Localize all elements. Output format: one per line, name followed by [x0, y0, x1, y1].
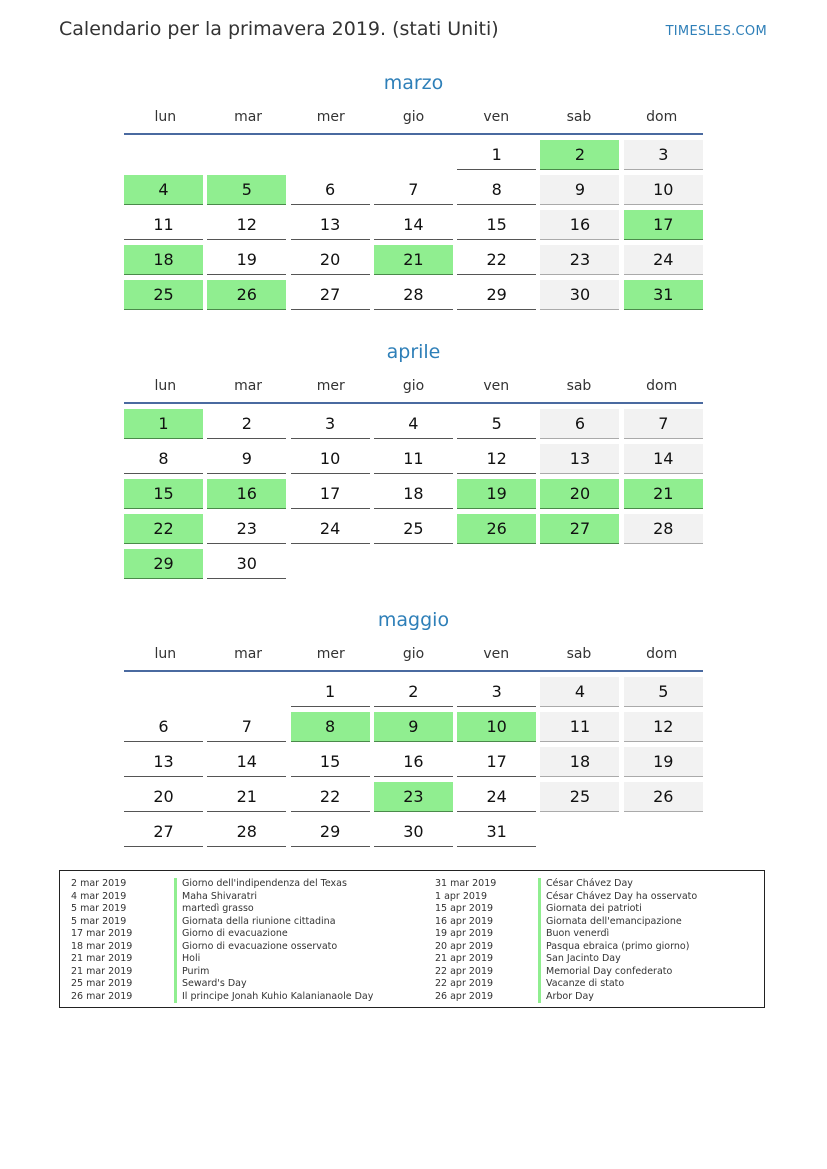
- weekday-label: mar: [234, 646, 263, 662]
- legend-row: [424, 991, 764, 1004]
- legend-date: 19 apr 2019: [435, 928, 494, 939]
- legend-holiday-name: Seward's Day: [182, 978, 247, 989]
- legend-row: [60, 941, 400, 954]
- legend-holiday-name: Buon venerdì: [546, 928, 610, 939]
- legend-row: [424, 978, 764, 991]
- legend-row: [60, 891, 400, 904]
- weekday-label: ven: [483, 378, 510, 394]
- empty-day-cell: [291, 140, 370, 170]
- day-cell[interactable]: 2: [207, 409, 286, 439]
- holiday-day-cell[interactable]: 5: [207, 175, 286, 205]
- day-cell[interactable]: 16: [540, 210, 619, 240]
- weekday-label: mar: [234, 378, 263, 394]
- legend-date: 31 mar 2019: [435, 878, 497, 889]
- holiday-day-cell[interactable]: 21: [624, 479, 703, 509]
- legend-holiday-name: Giorno dell'indipendenza del Texas: [182, 878, 347, 889]
- month-april: [124, 339, 703, 579]
- day-cell[interactable]: 11: [540, 712, 619, 742]
- empty-day-cell: [207, 677, 286, 707]
- day-cell[interactable]: 5: [457, 409, 536, 439]
- weekday-label: dom: [646, 646, 678, 662]
- day-cell[interactable]: 29: [291, 817, 370, 847]
- empty-day-cell: [124, 677, 203, 707]
- legend-row: [60, 978, 400, 991]
- empty-day-cell: [374, 140, 453, 170]
- legend-row: [424, 891, 764, 904]
- legend-date: 26 mar 2019: [71, 990, 133, 1002]
- legend-holiday-name: Holi: [182, 953, 201, 964]
- legend-date: 2 mar 2019: [71, 878, 127, 889]
- holiday-marker: [174, 903, 177, 916]
- legend-date: 5 mar 2019: [71, 903, 127, 914]
- day-cell[interactable]: 15: [291, 747, 370, 777]
- weekday-label: gio: [402, 646, 425, 662]
- day-cell[interactable]: 19: [207, 245, 286, 275]
- day-cell[interactable]: 18: [540, 747, 619, 777]
- holiday-day-cell[interactable]: 4: [124, 175, 203, 205]
- day-cell[interactable]: 24: [457, 782, 536, 812]
- legend-date: 25 mar 2019: [71, 978, 133, 989]
- holiday-day-cell[interactable]: 17: [624, 210, 703, 240]
- day-cell[interactable]: 17: [291, 479, 370, 509]
- weekday-label: lun: [154, 646, 177, 662]
- legend-holiday-name: Il principe Jonah Kuhio Kalanianaole Day: [182, 990, 374, 1002]
- day-cell[interactable]: 17: [457, 747, 536, 777]
- legend-holiday-name: martedì grasso: [182, 903, 254, 914]
- legend-row: [60, 991, 400, 1004]
- legend-holiday-name: Giornata dei patrioti: [546, 903, 642, 914]
- day-cell[interactable]: 19: [624, 747, 703, 777]
- legend-holiday-name: Pasqua ebraica (primo giorno): [546, 940, 690, 952]
- month-title: marzo: [383, 72, 444, 94]
- weekday-label: mar: [234, 109, 263, 125]
- holiday-day-cell[interactable]: 2: [540, 140, 619, 170]
- weekday-header: [124, 108, 703, 128]
- holiday-day-cell[interactable]: 16: [207, 479, 286, 509]
- weekday-header: [124, 377, 703, 397]
- holiday-day-cell[interactable]: 19: [457, 479, 536, 509]
- holiday-marker: [538, 941, 541, 954]
- holiday-marker: [538, 916, 541, 929]
- day-cell[interactable]: 14: [374, 210, 453, 240]
- day-cell[interactable]: 20: [291, 245, 370, 275]
- day-cell[interactable]: 23: [207, 514, 286, 544]
- weekday-label: sab: [566, 378, 592, 394]
- day-cell[interactable]: 18: [374, 479, 453, 509]
- day-cell[interactable]: 25: [374, 514, 453, 544]
- day-cell[interactable]: 27: [291, 280, 370, 310]
- legend-row: [424, 966, 764, 979]
- day-cell[interactable]: 15: [457, 210, 536, 240]
- weekday-label: mer: [316, 109, 345, 125]
- holiday-day-cell[interactable]: 1: [124, 409, 203, 439]
- day-cell[interactable]: 24: [291, 514, 370, 544]
- day-cell[interactable]: 28: [374, 280, 453, 310]
- day-cell[interactable]: 11: [374, 444, 453, 474]
- empty-day-cell: [207, 140, 286, 170]
- holiday-day-cell[interactable]: 21: [374, 245, 453, 275]
- day-cell[interactable]: 10: [291, 444, 370, 474]
- holiday-marker: [174, 941, 177, 954]
- holiday-day-cell[interactable]: 26: [457, 514, 536, 544]
- day-cell[interactable]: 20: [124, 782, 203, 812]
- weekday-label: sab: [566, 646, 592, 662]
- day-cell[interactable]: 12: [207, 210, 286, 240]
- header-divider: [124, 133, 703, 135]
- legend-column-right: [424, 878, 764, 1003]
- legend-date: 20 apr 2019: [435, 940, 494, 952]
- day-cell[interactable]: 22: [291, 782, 370, 812]
- month-march: [124, 70, 703, 310]
- legend-holiday-name: Arbor Day: [546, 990, 594, 1002]
- legend-holiday-name: Vacanze di stato: [546, 978, 625, 989]
- holiday-day-cell[interactable]: 22: [124, 514, 203, 544]
- day-cell[interactable]: 6: [540, 409, 619, 439]
- legend-row: [60, 878, 400, 891]
- legend-date: 21 mar 2019: [71, 953, 133, 964]
- day-cell[interactable]: 30: [207, 549, 286, 579]
- legend-date: 22 apr 2019: [435, 965, 494, 977]
- weekday-label: mer: [316, 378, 345, 394]
- holiday-marker: [174, 966, 177, 979]
- legend-date: 5 mar 2019: [71, 915, 127, 927]
- day-cell[interactable]: 2: [374, 677, 453, 707]
- legend-holiday-name: Giornata dell'emancipazione: [546, 915, 682, 927]
- brand-logo[interactable]: TIMESLES.COM: [665, 24, 767, 39]
- day-cell[interactable]: 3: [457, 677, 536, 707]
- day-cell[interactable]: 13: [291, 210, 370, 240]
- day-cell[interactable]: 8: [124, 444, 203, 474]
- weekday-label: dom: [646, 109, 678, 125]
- legend-holiday-name: Maha Shivaratri: [182, 890, 258, 902]
- day-cell[interactable]: 1: [457, 140, 536, 170]
- legend-date: 22 apr 2019: [435, 978, 494, 989]
- holiday-marker: [174, 878, 177, 891]
- legend-date: 16 apr 2019: [435, 915, 494, 927]
- day-cell[interactable]: 14: [624, 444, 703, 474]
- legend-date: 21 apr 2019: [435, 953, 494, 964]
- day-cell[interactable]: 13: [540, 444, 619, 474]
- holiday-day-cell[interactable]: 15: [124, 479, 203, 509]
- legend-date: 26 apr 2019: [435, 990, 494, 1002]
- holiday-marker: [538, 878, 541, 891]
- legend-row: [60, 966, 400, 979]
- day-cell[interactable]: 7: [207, 712, 286, 742]
- legend-column-left: [60, 878, 400, 1003]
- legend-row: [60, 903, 400, 916]
- legend-holiday-name: Giornata della riunione cittadina: [182, 915, 336, 927]
- day-cell[interactable]: 11: [124, 210, 203, 240]
- day-cell[interactable]: 28: [207, 817, 286, 847]
- day-cell[interactable]: 16: [374, 747, 453, 777]
- header-divider: [124, 402, 703, 404]
- day-cell[interactable]: 7: [624, 409, 703, 439]
- empty-day-cell: [124, 140, 203, 170]
- holiday-marker: [174, 928, 177, 941]
- month-title: aprile: [386, 341, 441, 363]
- day-cell[interactable]: 6: [291, 175, 370, 205]
- day-cell[interactable]: 12: [457, 444, 536, 474]
- holiday-day-cell[interactable]: 9: [374, 712, 453, 742]
- legend-row: [424, 916, 764, 929]
- holiday-day-cell[interactable]: 25: [124, 280, 203, 310]
- holiday-marker: [538, 953, 541, 966]
- holiday-day-cell[interactable]: 10: [457, 712, 536, 742]
- legend-date: 18 mar 2019: [71, 940, 133, 952]
- legend-date: 17 mar 2019: [71, 928, 133, 939]
- holiday-marker: [538, 978, 541, 991]
- legend-row: [424, 953, 764, 966]
- weekday-label: dom: [646, 378, 678, 394]
- holiday-marker: [174, 991, 177, 1004]
- weekday-label: lun: [154, 378, 177, 394]
- day-cell[interactable]: 12: [624, 712, 703, 742]
- day-cell[interactable]: 13: [124, 747, 203, 777]
- weekday-label: ven: [483, 646, 510, 662]
- day-cell[interactable]: 30: [374, 817, 453, 847]
- holiday-marker: [538, 891, 541, 904]
- legend-holiday-name: San Jacinto Day: [546, 953, 621, 964]
- day-cell[interactable]: 30: [540, 280, 619, 310]
- legend-row: [424, 878, 764, 891]
- page-title: Calendario per la primavera 2019. (stati Uniti): [59, 18, 499, 40]
- holiday-marker: [538, 903, 541, 916]
- day-cell[interactable]: 9: [540, 175, 619, 205]
- day-grid: [124, 677, 703, 847]
- day-cell[interactable]: 7: [374, 175, 453, 205]
- legend-row: [60, 953, 400, 966]
- weekday-label: gio: [402, 378, 425, 394]
- legend-date: 15 apr 2019: [435, 903, 494, 914]
- weekday-label: sab: [566, 109, 592, 125]
- holiday-marker: [538, 966, 541, 979]
- day-cell[interactable]: 8: [457, 175, 536, 205]
- legend-holiday-name: César Chávez Day ha osservato: [546, 890, 698, 902]
- legend-holiday-name: Purim: [182, 965, 210, 977]
- day-cell[interactable]: 24: [624, 245, 703, 275]
- header-divider: [124, 670, 703, 672]
- legend-row: [424, 928, 764, 941]
- weekday-label: lun: [154, 109, 177, 125]
- legend-holiday-name: Giorno di evacuazione osservato: [182, 940, 338, 952]
- legend-date: 1 apr 2019: [435, 890, 488, 902]
- holiday-day-cell[interactable]: 18: [124, 245, 203, 275]
- legend-row: [424, 941, 764, 954]
- day-cell[interactable]: 14: [207, 747, 286, 777]
- legend-holiday-name: César Chávez Day: [546, 878, 633, 889]
- holiday-marker: [174, 953, 177, 966]
- legend-date: 21 mar 2019: [71, 965, 133, 977]
- day-cell[interactable]: 3: [624, 140, 703, 170]
- day-cell[interactable]: 21: [207, 782, 286, 812]
- weekday-header: [124, 645, 703, 665]
- day-cell[interactable]: 9: [207, 444, 286, 474]
- legend-date: 4 mar 2019: [71, 890, 127, 902]
- holiday-day-cell[interactable]: 8: [291, 712, 370, 742]
- day-grid: [124, 140, 703, 310]
- holiday-day-cell[interactable]: 29: [124, 549, 203, 579]
- holiday-day-cell[interactable]: 23: [374, 782, 453, 812]
- legend-row: [60, 916, 400, 929]
- day-cell[interactable]: 26: [624, 782, 703, 812]
- day-cell[interactable]: 3: [291, 409, 370, 439]
- day-cell[interactable]: 22: [457, 245, 536, 275]
- month-title: maggio: [377, 609, 450, 631]
- holiday-day-cell[interactable]: 20: [540, 479, 619, 509]
- day-cell[interactable]: 23: [540, 245, 619, 275]
- holiday-marker: [174, 916, 177, 929]
- day-cell[interactable]: 6: [124, 712, 203, 742]
- day-cell[interactable]: 4: [540, 677, 619, 707]
- holiday-day-cell[interactable]: 31: [624, 280, 703, 310]
- legend-row: [60, 928, 400, 941]
- day-cell[interactable]: 10: [624, 175, 703, 205]
- day-cell[interactable]: 25: [540, 782, 619, 812]
- weekday-label: mer: [316, 646, 345, 662]
- legend-holiday-name: Giorno di evacuazione: [182, 928, 288, 939]
- weekday-label: ven: [483, 109, 510, 125]
- legend-row: [424, 903, 764, 916]
- legend-holiday-name: Memorial Day confederato: [546, 965, 673, 977]
- day-cell[interactable]: 29: [457, 280, 536, 310]
- weekday-label: gio: [402, 109, 425, 125]
- day-cell[interactable]: 4: [374, 409, 453, 439]
- day-cell[interactable]: 31: [457, 817, 536, 847]
- holiday-day-cell[interactable]: 27: [540, 514, 619, 544]
- holiday-legend: [59, 870, 765, 1008]
- holiday-marker: [174, 891, 177, 904]
- holiday-marker: [174, 978, 177, 991]
- month-may: [124, 607, 703, 847]
- day-cell[interactable]: 5: [624, 677, 703, 707]
- day-cell[interactable]: 28: [624, 514, 703, 544]
- day-cell[interactable]: 1: [291, 677, 370, 707]
- day-grid: [124, 409, 703, 579]
- holiday-marker: [538, 991, 541, 1004]
- day-cell[interactable]: 27: [124, 817, 203, 847]
- holiday-day-cell[interactable]: 26: [207, 280, 286, 310]
- holiday-marker: [538, 928, 541, 941]
